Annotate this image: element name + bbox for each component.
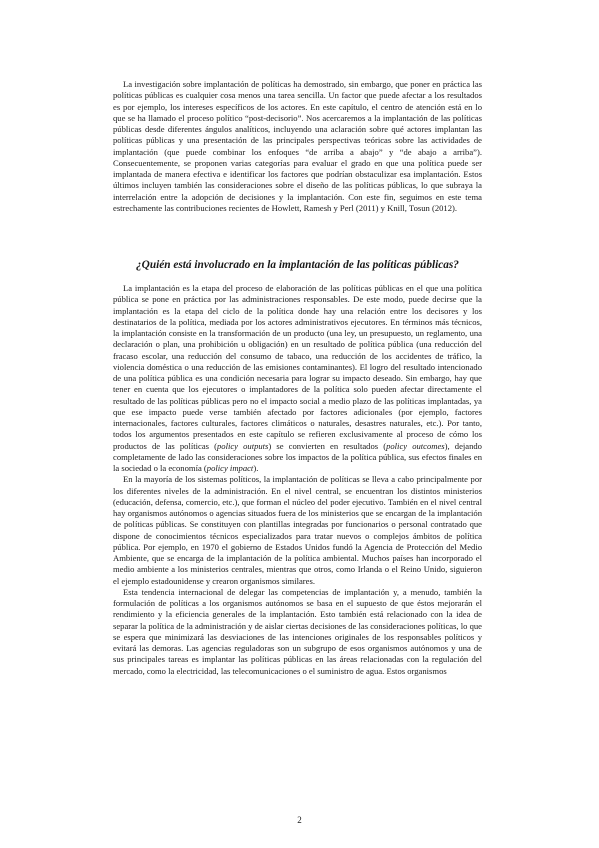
- italic-term: policy outputs: [216, 440, 269, 451]
- section-heading: ¿Quién está involucrado en la implantación de las políticas públicas?: [136, 259, 459, 271]
- paragraph-text: ) se convierten en resultados (: [268, 440, 387, 451]
- paragraph-text: ), dejando completamente de lado las consideraciones sobre los impactos de la política pública, sus efectos finales en la sociedad o la economía (: [113, 440, 482, 473]
- italic-term: policy outcomes: [386, 440, 445, 451]
- section-text-block: [113, 283, 482, 677]
- section-paragraph-3: Esta tendencia internacional de delegar las competencias de implantación y, a menudo, también la formulación de políticas a los organismos autónomos se basa en el supuesto de que éstos mejorarán el rendimiento y la eficiencia generales de la implantación. Esto también está relacionado con la idea de separar la política de la administración y de aislar ciertas decisiones de las consideraciones políticas, lo que se espera que minimizará las desviaciones de las intenciones originales de los responsables políticos y evitará las demoras. Las agencias reguladoras son un subgrupo de esos organismos autónomos y una de sus principales tareas es implantar las políticas públicas en las áreas relacionadas con la regulación del mercado, como la electricidad, las telecomunicaciones o el suministro de agua. Estos organismos: [113, 586, 482, 676]
- italic-term: policy impact: [206, 463, 254, 473]
- intro-text-block: [113, 79, 482, 214]
- paragraph-text: La implantación es la etapa del proceso de elaboración de las políticas públicas en el que una política pública se pone en práctica por las administraciones responsables. De este modo, puede decirse que la implantación es la etapa del ciclo de la política donde hay una relación entre los decisores y los destinatarios de la política, mediada por los actores administrativos ejecutores. En términos más técnicos, la implantación consiste en la transformación de un producto (una ley, un presupuesto, un reglamento, una declaración o plan, una prohibición u obligación) en un resultado de política pública (una reducción del fracaso escolar, una reducción del consumo de tabaco, una reducción de los accidentes de tráfico, la violencia doméstica o una reducción de las emisiones contaminantes). El logro del resultado intencionado de una política pública es una condición necesaria para lograr su impacto deseado. Sin embargo, hay que tener en cuenta que los ejecutores o implantadores de la política solo pueden afectar directamente el resultado de las políticas públicas pero no el impacto social a medio plazo de las políticas implantadas, ya que ese impacto puede verse también afectado por factores adicionales (por ejemplo, factores internacionales, factores culturales, factores climáticos o naturales, desastres naturales, etc.). Por tanto, todos los argumentos presentados en este capítulo se refieren exclusivamente al proceso de cómo los productos de las políticas (: [113, 283, 482, 451]
- page-number: 2: [297, 815, 302, 825]
- intro-paragraph: La investigación sobre implantación de políticas ha demostrado, sin embargo, que poner en práctica las políticas públicas es cualquier cosa menos una tarea sencilla. Un factor que puede afectar a los resultados es por ejemplo, los intereses específicos de los actores. En este capítulo, el centro de atención está en lo que se ha llamado el proceso político “post-decisorio”. Nos acercaremos a la implantación de las políticas públicas desde diferentes ángulos analíticos, incluyendo una aclaración sobre qué actores implantan las políticas públicas y una presentación de las principales perspectivas teóricas sobre las actividades de implantación (que puede combinar los enfoques “de arriba a abajo” y “de abajo a arriba”). Consecuentemente, se proponen varias categorías para evaluar el grado en que una política puede ser implantada de manera efectiva e identificar los factores que podrían obstaculizar esa implantación. Estos últimos incluyen también las consideraciones sobre el diseño de las políticas públicas, lo que subraya la interrelación entre la adopción de decisiones y la implantación. Con este fin, seguimos en este tema estrechamente las contribuciones recientes de Howlett, Ramesh y Perl (2011) y Knill, Tosun (2012).: [113, 79, 482, 213]
- paragraph-text: ).: [253, 463, 259, 473]
- section-paragraph-1: [113, 283, 482, 474]
- section-paragraph-2: En la mayoría de los sistemas políticos, la implantación de políticas se lleva a cabo principalmente por los diferentes niveles de la administración. En el nivel central, se encuentran los distintos ministerios (educación, defensa, comercio, etc.), que forman el núcleo del poder ejecutivo. También en el nivel central hay organismos autónomos o agencias situados fuera de los ministerios que se encargan de la implantación de políticas públicas. Se constituyen con plantillas integradas por funcionarios o personal contratado que dispone de conocimientos técnicos especializados para tratar nuevos o complejos ámbitos de política pública. Por ejemplo, en 1970 el gobierno de Estados Unidos fundó la Agencia de Protección del Medio Ambiente, que se encarga de la implantación de la política ambiental. Muchos países han incorporado el medio ambiente a los ministerios centrales, mientras que otros, como Irlanda o el Reino Unido, siguieron el ejemplo estadounidense y crearon organismos similares.: [113, 474, 482, 586]
